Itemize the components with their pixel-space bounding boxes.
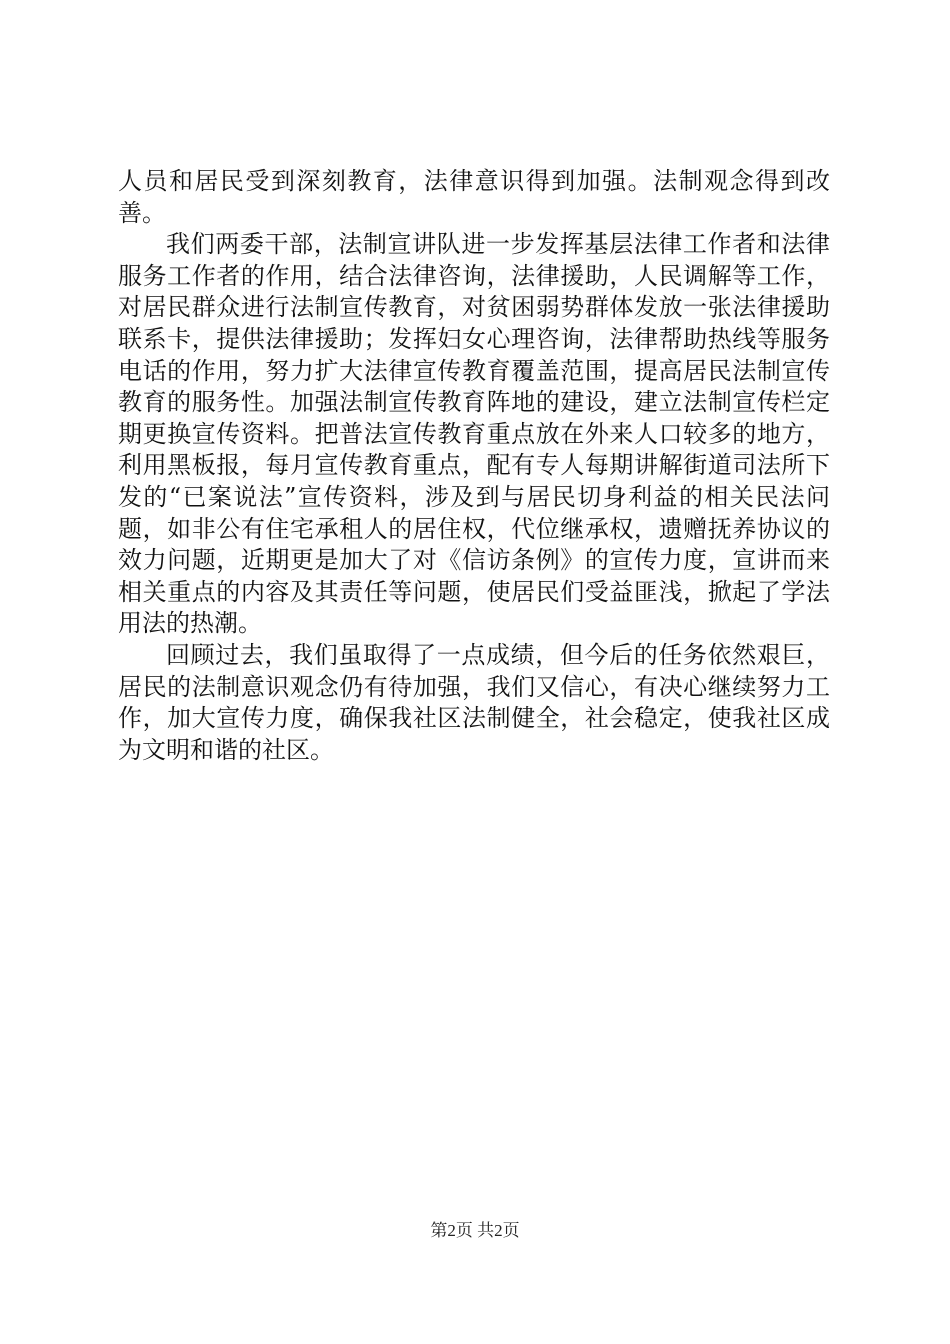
page-number-footer: 第2页 共2页 — [430, 1221, 520, 1240]
paragraph-continuation: 人员和居民受到深刻教育，法律意识得到加强。法制观念得到改善。 — [118, 167, 830, 227]
document-body — [118, 166, 830, 766]
paragraph-review-and-outlook: 回顾过去，我们虽取得了一点成绩，但今后的任务依然艰巨，居民的法制意识观念仍有待加强，我们又信心，有决心继续努力工作，加大宣传力度，确保我社区法制健全，社会稳定，使我社区成为文明和谐的社区。 — [118, 640, 830, 764]
paragraph-legal-publicity-work: 我们两委干部，法制宣讲队进一步发挥基层法律工作者和法律服务工作者的作用，结合法律咨询，法律援助，人民调解等工作，对居民群众进行法制宣传教育，对贫困弱势群体发放一张法律援助联系卡，提供法律援助；发挥妇女心理咨询，法律帮助热线等服务电话的作用，努力扩大法律宣传教育覆盖范围，提高居民法制宣传教育的服务性。加强法制宣传教育阵地的建设，建立法制宣传栏定期更换宣传资料。把普法宣传教育重点放在外来人口较多的地方，利用黑板报，每月宣传教育重点，配有专人每期讲解街道司法所下发的“已案说法”宣传资料，涉及到与居民切身利益的相关民法问题，如非公有住宅承租人的居住权，代位继承权，遗赠抚养协议的效力问题，近期更是加大了对《信访条例》的宣传力度，宣讲而来相关重点的内容及其责任等问题，使居民们受益匪浅，掀起了学法用法的热潮。 — [118, 230, 830, 638]
